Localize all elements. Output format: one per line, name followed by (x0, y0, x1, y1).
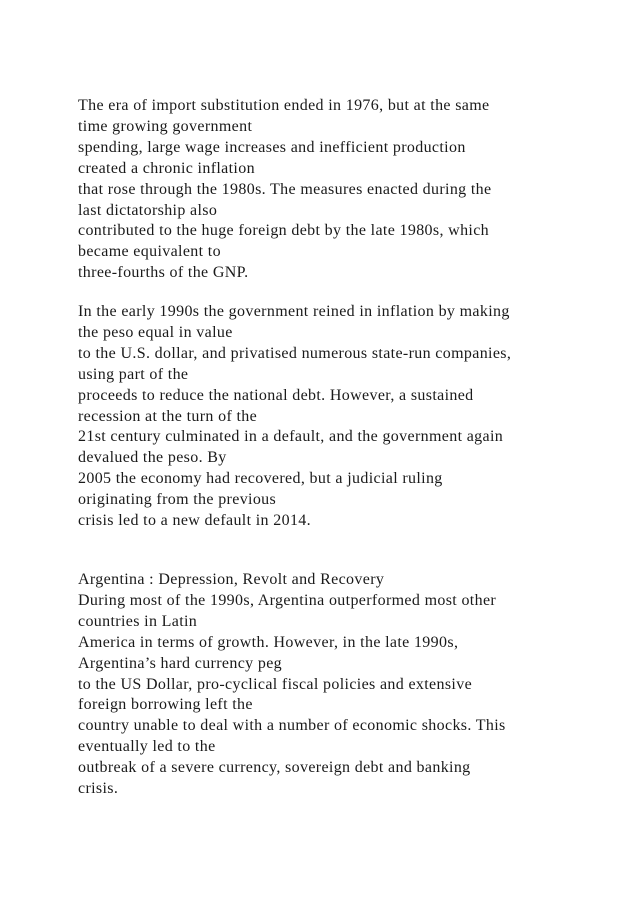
text-line: eventually led to the (78, 738, 216, 756)
text-line: devalued the peso. By (78, 449, 227, 467)
paragraph-early-1990s (78, 302, 623, 532)
text-line: last dictatorship also (78, 201, 218, 219)
text-line: Argentina’s hard currency peg (78, 654, 283, 672)
text-line: During most of the 1990s, Argentina outperformed most other (78, 591, 497, 609)
text-line: 21st century culminated in a default, and the government again (78, 428, 504, 446)
text-line: using part of the (78, 365, 189, 383)
text-line: countries in Latin (78, 612, 198, 630)
text-line: 2005 the economy had recovered, but a judicial ruling (78, 470, 443, 488)
text-line: time growing government (78, 117, 253, 135)
text-line: The era of import substitution ended in 1976, but at the same (78, 97, 490, 114)
text-line: became equivalent to (78, 243, 221, 261)
text-line: crisis. (78, 780, 119, 798)
text-line: outbreak of a severe currency, sovereign debt and banking (78, 759, 471, 777)
paragraph-depression-revolt-recovery (78, 570, 623, 800)
text-line: created a chronic inflation (78, 159, 255, 177)
text-line: originating from the previous (78, 491, 277, 509)
text-line: three-fourths of the GNP. (78, 264, 249, 282)
text-line: recession at the turn of the (78, 407, 258, 425)
paragraph-import-substitution (78, 96, 623, 284)
section-heading: Argentina : Depression, Revolt and Recovery (78, 571, 385, 588)
text-line: that rose through the 1980s. The measures enacted during the (78, 180, 492, 198)
text-line: contributed to the huge foreign debt by the late 1980s, which (78, 222, 490, 240)
text-line: to the US Dollar, pro-cyclical fiscal policies and extensive (78, 675, 473, 693)
text-line: America in terms of growth. However, in the late 1990s, (78, 633, 459, 651)
text-line: to the U.S. dollar, and privatised numerous state-run companies, (78, 344, 512, 362)
text-line: In the early 1990s the government reined in inflation by making (78, 303, 510, 320)
text-line: the peso equal in value (78, 323, 233, 341)
text-line: country unable to deal with a number of economic shocks. This (78, 717, 506, 735)
text-line: proceeds to reduce the national debt. However, a sustained (78, 386, 474, 404)
text-line: crisis led to a new default in 2014. (78, 512, 311, 530)
text-line: foreign borrowing left the (78, 696, 253, 714)
text-line: spending, large wage increases and inefficient production (78, 138, 466, 156)
